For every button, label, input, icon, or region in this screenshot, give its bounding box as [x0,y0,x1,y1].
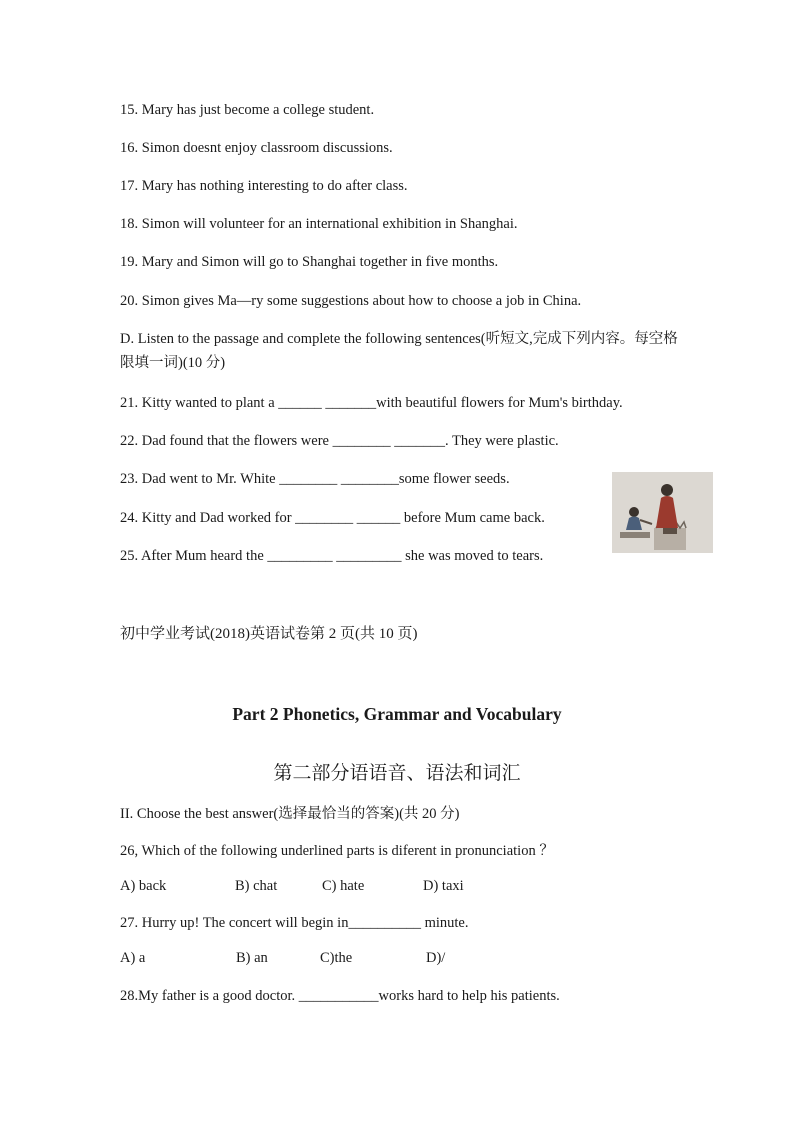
question-19: 19. Mary and Simon will go to Shanghai together in five months. [120,254,499,270]
page-footer: 初中学业考试(2018)英语试卷第 2 页(共 10 页) [120,626,418,642]
option-c: C) hate [322,878,365,894]
option-b: B) an [236,950,268,966]
question-27: 27. Hurry up! The concert will begin in__________ minute. [120,915,469,931]
question-16: 16. Simon doesnt enjoy classroom discussions. [120,140,393,156]
question-23: 23. Dad went to Mr. White ________ ________some flower seeds. [120,471,510,487]
option-c: C)the [320,950,353,966]
gardening-illustration [612,472,713,553]
option-d: D) taxi [423,878,464,894]
question-28: 28.My father is a good doctor. ___________works hard to help his patients. [120,988,560,1004]
question-17: 17. Mary has nothing interesting to do after class. [120,178,408,194]
option-b: B) chat [235,878,278,894]
question-24: 24. Kitty and Dad worked for ________ ______ before Mum came back. [120,510,545,526]
question-26: 26, Which of the following underlined parts is diferent in pronunciation ？ [120,843,554,859]
option-a: A) a [120,950,146,966]
part2-instruction: II. Choose the best answer(选择最恰当的答案)(共 20 分) [120,806,460,822]
section-d-instruction: D. Listen to the passage and complete the following sentences(听短文,完成下列内容。每空格限填一词)(10 分) [120,331,678,371]
question-20: 20. Simon gives Ma—ry some suggestions about how to choose a job in China. [120,293,582,309]
question-21: 21. Kitty wanted to plant a ______ _______with beautiful flowers for Mum's birthday. [120,395,623,411]
question-22: 22. Dad found that the flowers were ________ _______. They were plastic. [120,433,559,449]
part2-title-chinese: 第二部分语语音、语法和词汇 [273,762,521,784]
question-18: 18. Simon will volunteer for an international exhibition in Shanghai. [120,216,518,232]
part2-title-english: Part 2 Phonetics, Grammar and Vocabulary [232,704,562,724]
question-25: 25. After Mum heard the _________ _________ she was moved to tears. [120,548,544,564]
option-d: D)/ [426,950,446,966]
option-a: A) back [120,878,167,894]
question-15: 15. Mary has just become a college student. [120,102,375,118]
